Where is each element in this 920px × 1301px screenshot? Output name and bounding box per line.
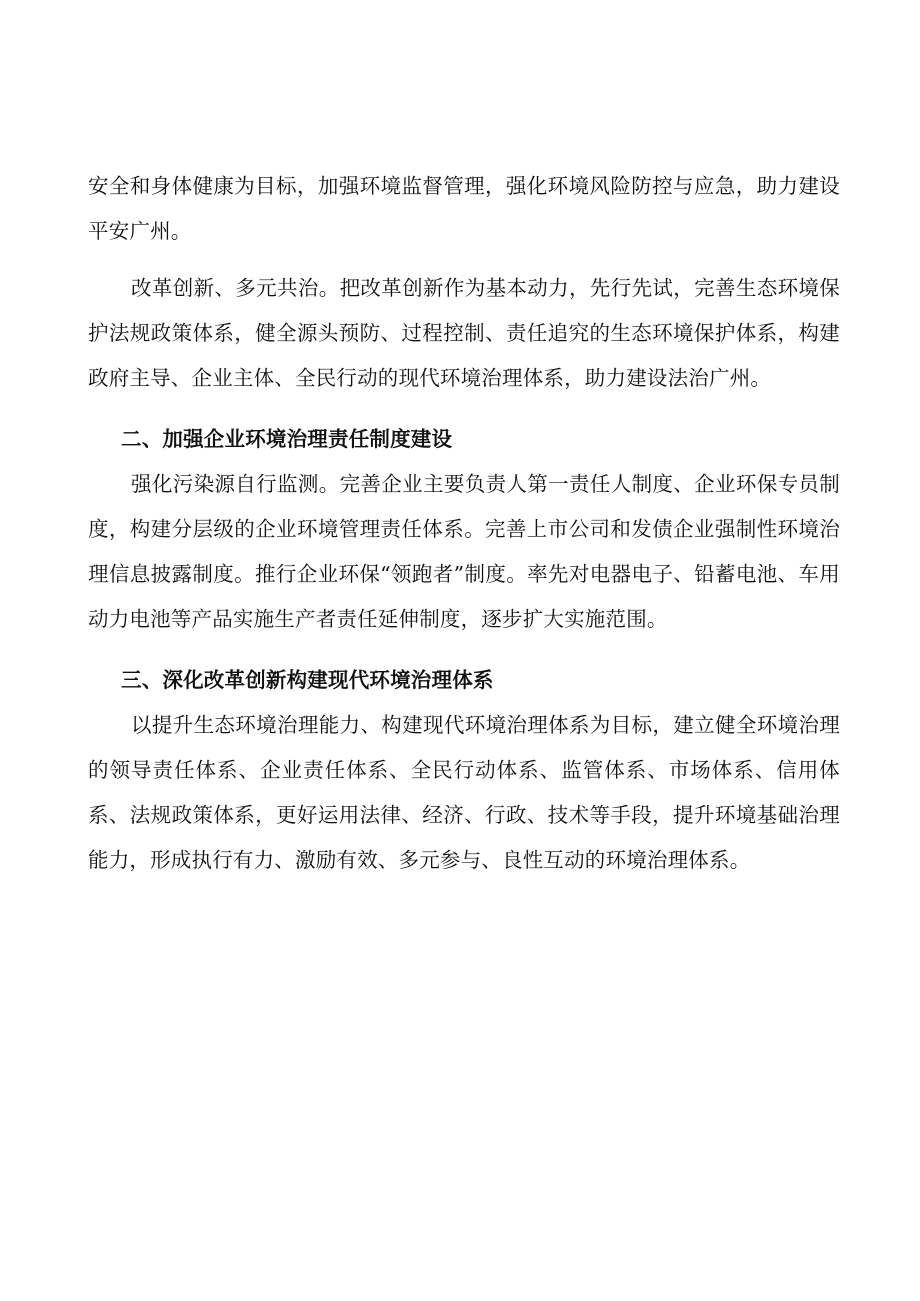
document-body [88, 164, 840, 883]
section-heading-2: 二、加强企业环境治理责任制度建设 [121, 427, 453, 451]
paragraph-reform-innovation: 改革创新、多元共治。把改革创新作为基本动力，先行先试，完善生态环境保护法规政策体系，健全源头预防、过程控制、责任追究的生态环境保护体系，构建政府主导、企业主体、全民行动的现代环境治理体系，助力建设法治广州。 [88, 276, 840, 390]
paragraph-enterprise-responsibility: 强化污染源自行监测。完善企业主要负责人第一责任人制度、企业环保专员制度，构建分层级的企业环境管理责任体系。完善上市公司和发债企业强制性环境治理信息披露制度。推行企业环保“领跑者”制度。率先对电器电子、铅蓄电池、车用动力电池等产品实施生产者责任延伸制度，逐步扩大实施范围。 [88, 472, 840, 631]
paragraph-modern-governance: 以提升生态环境治理能力、构建现代环境治理体系为目标，建立健全环境治理的领导责任体系、企业责任体系、全民行动体系、监管体系、市场体系、信用体系、法规政策体系，更好运用法律、经济、行政、技术等手段，提升环境基础治理能力，形成执行有力、激励有效、多元参与、良性互动的环境治理体系。 [88, 713, 840, 872]
paragraph-continuation: 安全和身体健康为目标，加强环境监督管理，强化环境风险防控与应急，助力建设平安广州。 [88, 174, 840, 243]
section-heading-3: 三、深化改革创新构建现代环境治理体系 [121, 668, 494, 692]
